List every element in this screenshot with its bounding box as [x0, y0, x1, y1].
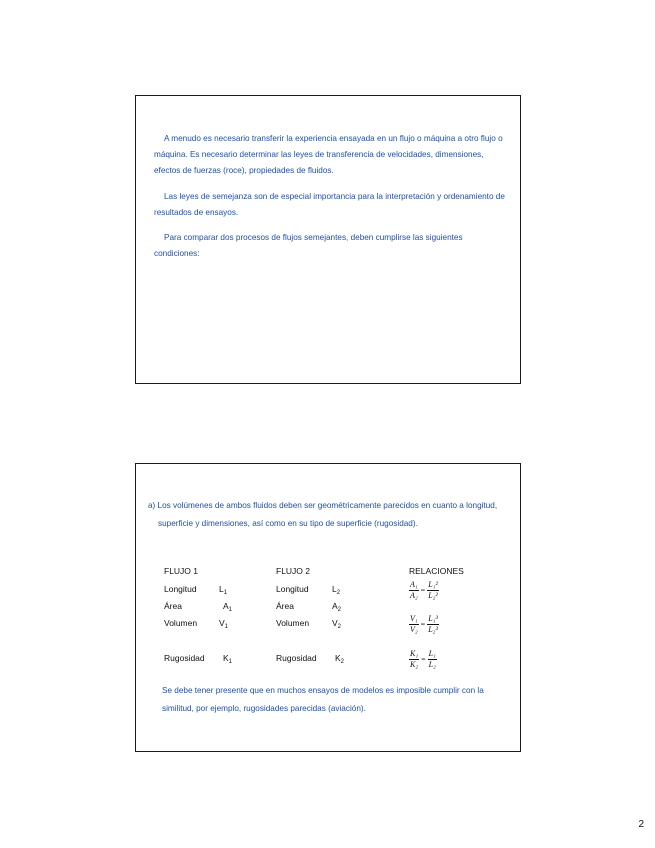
- row-longitud-label-2: Longitud: [276, 584, 309, 594]
- row-longitud-symbol-1: $L_1$: [219, 584, 228, 596]
- row-rugosidad-label-1: Rugosidad: [164, 653, 205, 663]
- row-longitud-symbol-2: $L_2$: [332, 584, 341, 596]
- row-rugosidad-symbol-2: $K_2$: [335, 653, 345, 665]
- slide-1: [135, 95, 521, 384]
- relation-rugosidad: $\frac{\text{K₁}}{\text{K₂}}$ = $\frac{\text{L₁}}{\text{L₂}}$: [410, 649, 436, 669]
- relation-volumen: $\frac{\text{V₁}}{\text{V₂}}$ = $\frac{\text{L₁³}}{\text{L₂³}}$: [410, 614, 438, 634]
- page-number: 2: [638, 819, 644, 830]
- row-rugosidad-label-2: Rugosidad: [276, 653, 317, 663]
- slide2-note: Se debe tener presente que en muchos ensayos de modelos es imposible cumplir con la similitud, por ejemplo, rugosidades parecidas (aviación).: [162, 686, 484, 713]
- slide2-intro: a) Los volúmenes de ambos fluidos deben ser geométricamente parecidos en cuanto a longitud, superficie y dimensiones, así como en su tipo de superficie (rugosidad).: [148, 501, 498, 528]
- row-volumen-symbol-1: $V_1$: [219, 618, 229, 630]
- header-flujo-2: FLUJO 2: [276, 566, 311, 576]
- relation-area: $\frac{\text{A₁}}{\text{A₂}}$ = $\frac{\text{L₁²}}{\text{L₂²}}$: [410, 580, 438, 600]
- row-volumen-label-2: Volumen: [276, 618, 310, 628]
- row-rugosidad-symbol-1: $K_1$: [223, 653, 233, 665]
- row-longitud-label-1: Longitud: [164, 584, 197, 594]
- header-relaciones: RELACIONES: [409, 566, 464, 576]
- row-volumen-label-1: Volumen: [164, 618, 198, 628]
- row-volumen-symbol-2: $V_2$: [332, 618, 342, 630]
- slide1-paragraph-1: A menudo es necesario transferir la experiencia ensayada en un flujo o máquina a otro flujo o máquina. Es necesario determinar las leyes de transferencia de velocidades, dimensiones, efectos de fuerzas (roce), propiedades de fluidos.: [154, 134, 503, 175]
- slide1-paragraph-2: Las leyes de semejanza son de especial importancia para la interpretación y ordenamiento de resultados de ensayos.: [154, 192, 505, 217]
- slide-2: [135, 463, 521, 752]
- row-area-symbol-2: $A_2$: [332, 601, 342, 613]
- row-area-symbol-1: $A_1$: [223, 601, 233, 613]
- row-area-label-2: Área: [276, 601, 294, 611]
- header-flujo-1: FLUJO 1: [164, 566, 199, 576]
- slide1-paragraph-3: Para comparar dos procesos de flujos semejantes, deben cumplirse las siguientes condiciones:: [154, 233, 463, 258]
- row-area-label-1: Área: [164, 601, 182, 611]
